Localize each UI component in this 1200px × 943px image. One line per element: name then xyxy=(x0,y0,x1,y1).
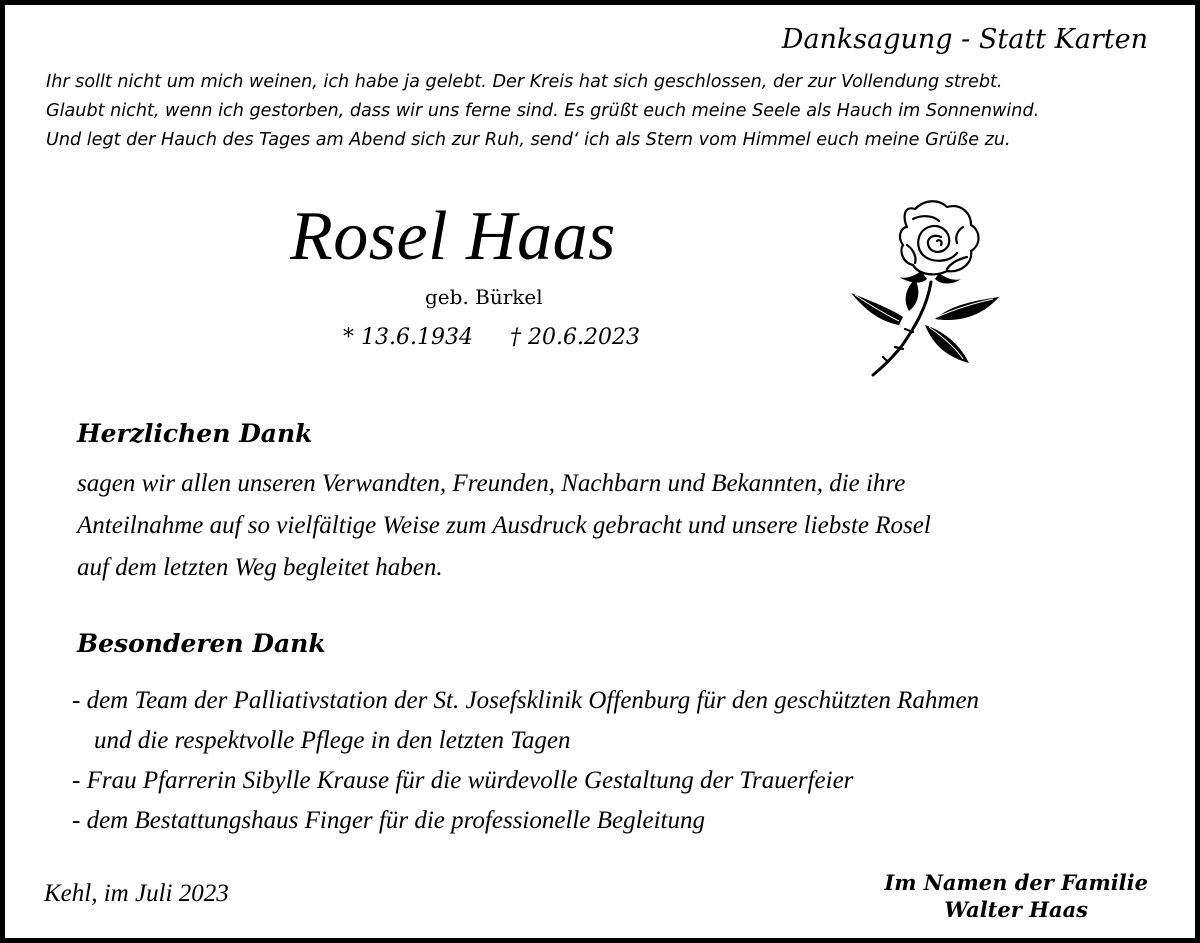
poem-line: Glaubt nicht, wenn ich gestorben, dass wir uns ferne sind. Es grüßt euch meine Seele als Hauch im Sonnenwind. xyxy=(46,101,1040,121)
birth-date: * 13.6.1934 xyxy=(343,325,473,350)
death-date: † 20.6.2023 xyxy=(510,325,640,350)
list-item: - dem Team der Palliativstation der St. Josefsklinik Offenburg für den geschützten Rahmen xyxy=(72,687,980,714)
thanks-line: auf dem letzten Weg begleitet haben. xyxy=(77,554,443,581)
notice-title: Danksagung - Statt Karten xyxy=(781,24,1148,55)
list-item: - Frau Pfarrerin Sibylle Krause für die würdevolle Gestaltung der Trauerfeier xyxy=(72,767,854,794)
special-thanks-heading: Besonderen Dank xyxy=(77,629,326,658)
poem-line: Und legt der Hauch des Tages am Abend sich zur Ruh, send‘ ich als Stern vom Himmel euch meine Grüße zu. xyxy=(46,130,1011,150)
thanks-text xyxy=(77,463,931,589)
signature-name: Walter Haas xyxy=(944,897,1089,922)
place-date: Kehl, im Juli 2023 xyxy=(44,880,229,907)
special-thanks-list xyxy=(72,681,979,841)
rose-icon xyxy=(843,197,1003,377)
deceased-name: Rosel Haas xyxy=(290,198,616,275)
thanks-line: Anteilnahme auf so vielfältige Weise zum Ausdruck gebracht und unsere liebste Rosel xyxy=(77,512,931,539)
thanks-heading: Herzlichen Dank xyxy=(77,419,313,448)
thanks-line: sagen wir allen unseren Verwandten, Freunden, Nachbarn und Bekannten, die ihre xyxy=(77,470,906,497)
signature-line: Im Namen der Familie xyxy=(884,870,1148,895)
signature xyxy=(884,869,1148,923)
poem xyxy=(46,68,1039,155)
poem-line: Ihr sollt nicht um mich weinen, ich habe ja gelebt. Der Kreis hat sich geschlossen, der zur Vollendung strebt. xyxy=(46,72,1003,92)
birth-name: geb. Bürkel xyxy=(425,285,543,309)
list-item: - dem Bestattungshaus Finger für die professionelle Begleitung xyxy=(72,807,706,834)
list-item-continuation: und die respektvolle Pflege in den letzten Tagen xyxy=(94,727,571,754)
